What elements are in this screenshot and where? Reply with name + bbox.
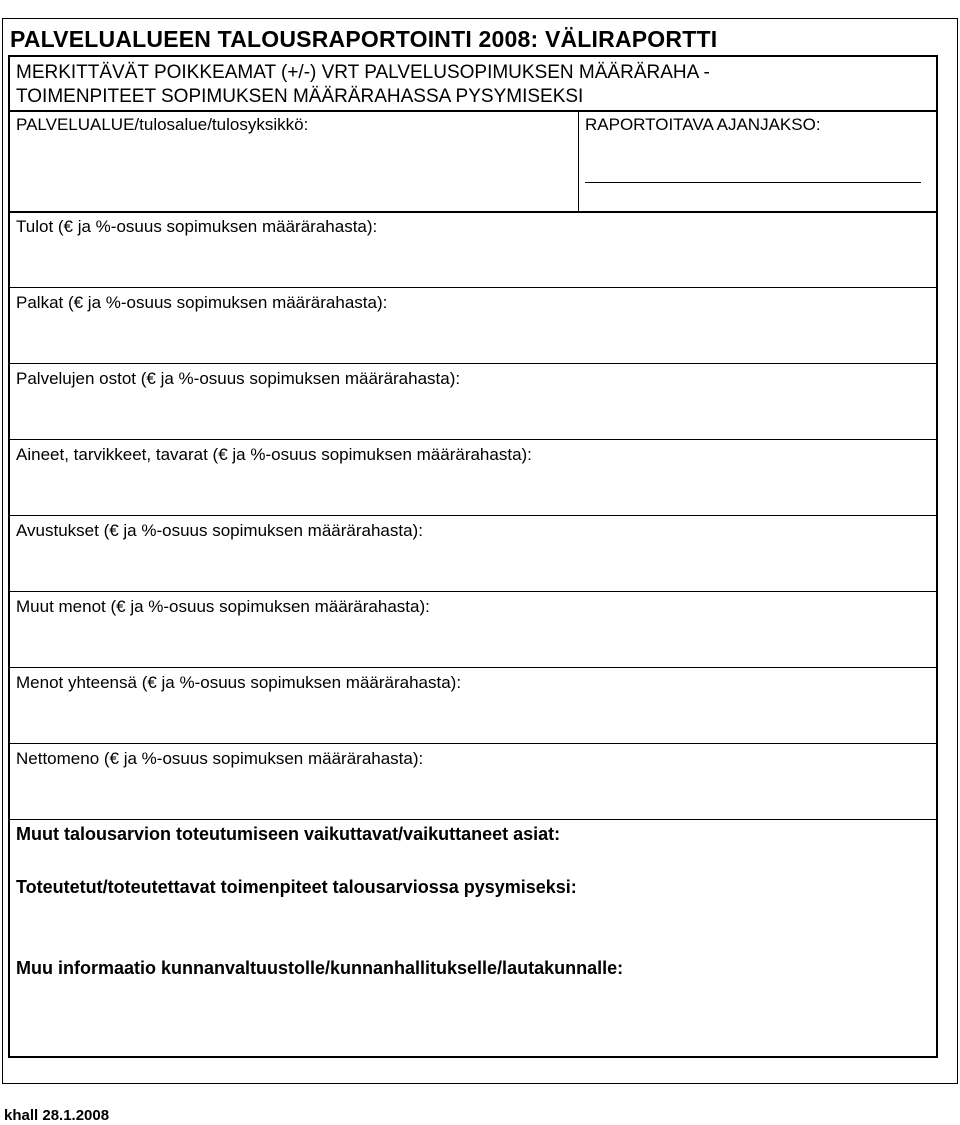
divider — [10, 439, 936, 440]
footer-note: khall 28.1.2008 — [4, 1107, 110, 1124]
unit-label: PALVELUALUE/tulosalue/tulosyksikkö: — [16, 115, 309, 134]
note-other-factors: Muut talousarvion toteutumiseen vaikuttavat/vaikuttaneet asiat: — [16, 824, 561, 844]
divider — [10, 211, 936, 213]
divider — [10, 819, 936, 820]
row-label-palvelujen-ostot: Palvelujen ostot (€ ja %-osuus sopimuksen määrärahasta): — [16, 369, 461, 388]
subtitle-line-2: TOIMENPITEET SOPIMUKSEN MÄÄRÄRAHASSA PYSYMISEKSI — [16, 86, 584, 107]
divider — [10, 363, 936, 364]
divider — [10, 591, 936, 592]
divider — [10, 515, 936, 516]
report-form — [8, 55, 938, 1058]
row-label-tulot: Tulot (€ ja %-osuus sopimuksen määrärahasta): — [16, 217, 378, 236]
document-title: PALVELUALUEEN TALOUSRAPORTOINTI 2008: VÄLIRAPORTTI — [10, 26, 718, 52]
note-other-information: Muu informaatio kunnanvaltuustolle/kunnanhallitukselle/lautakunnalle: — [16, 958, 624, 978]
period-label: RAPORTOITAVA AJANJAKSO: — [585, 115, 821, 134]
subtitle-line-1: MERKITTÄVÄT POIKKEAMAT (+/-) VRT PALVELUSOPIMUKSEN MÄÄRÄRAHA - — [16, 62, 710, 83]
period-input-line[interactable] — [585, 182, 921, 183]
divider — [10, 287, 936, 288]
divider — [10, 743, 936, 744]
row-label-palkat: Palkat (€ ja %-osuus sopimuksen määrärahasta): — [16, 293, 388, 312]
row-label-avustukset: Avustukset (€ ja %-osuus sopimuksen määrärahasta): — [16, 521, 423, 540]
row-label-nettomeno: Nettomeno (€ ja %-osuus sopimuksen määrärahasta): — [16, 749, 424, 768]
divider — [10, 667, 936, 668]
row-label-menot-yhteensa: Menot yhteensä (€ ja %-osuus sopimuksen määrärahasta): — [16, 673, 462, 692]
note-measures: Toteutetut/toteutettavat toimenpiteet talousarviossa pysymiseksi: — [16, 877, 577, 897]
row-label-muut-menot: Muut menot (€ ja %-osuus sopimuksen määrärahasta): — [16, 597, 430, 616]
row-label-aineet: Aineet, tarvikkeet, tavarat (€ ja %-osuus sopimuksen määrärahasta): — [16, 445, 532, 464]
column-divider — [578, 110, 579, 211]
divider — [10, 110, 936, 112]
